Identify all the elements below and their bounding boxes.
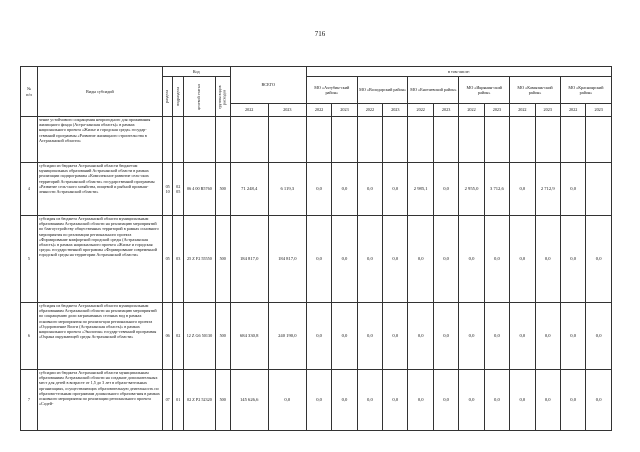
code-group	[215, 117, 230, 163]
code-group: 500	[215, 303, 230, 370]
amount-cell: 184 817,0	[230, 216, 268, 303]
year-2023: 2023	[383, 104, 408, 117]
code-subsection: 02	[173, 303, 184, 370]
amount-cell: 184 817,0	[268, 216, 306, 303]
amount-cell	[383, 117, 408, 163]
year-2022: 2022	[306, 104, 331, 117]
subsidy-description: субсидии из бюджета Астраханской области муниципальным образованиям Астраханской области на создание дополнительных мест для детей в возрасте от 1,5 до 3 лет в образо-вательных организациях, осуществляющих образовательную деятельность по образова-тельным программам дошкольного образова-ния в рамках основного мероприятия по реализации регионального проекта «Содей-	[37, 370, 162, 431]
amount-cell: 0,0	[586, 216, 612, 303]
year-2023: 2023	[586, 104, 612, 117]
row-number: 5	[21, 216, 38, 303]
amount-cell: 0,0	[383, 163, 408, 216]
year-2023: 2023	[484, 104, 509, 117]
amount-cell: 0,0	[510, 163, 535, 216]
amount-cell: 0,0	[510, 370, 535, 431]
amount-cell: 0,0	[560, 303, 585, 370]
code-target: 25 Z F2 55550	[184, 216, 216, 303]
table-row	[21, 163, 612, 216]
amount-cell: 0,0	[586, 370, 612, 431]
code-target: 12 Z G6 50130	[184, 303, 216, 370]
amount-cell: 6 119,3	[268, 163, 306, 216]
year-2023: 2023	[433, 104, 458, 117]
amount-cell: 2 955,0	[459, 163, 484, 216]
year-2022: 2022	[408, 104, 433, 117]
year-2023: 2023	[268, 104, 306, 117]
amount-cell: 0,0	[332, 163, 357, 216]
amount-cell: 0,0	[357, 303, 382, 370]
amount-cell: 0,0	[535, 216, 560, 303]
amount-cell: 0,0	[484, 303, 509, 370]
subsidy-description: субсидия из бюджета Астраханской области муниципальным образованиям Астраханской области на реализацию мероприятий по сокращению доли загрязненных сточных вод в рамках основного мероприятия по реализа-ции регионального проекта «Оздоровление Волги (Астраханская область)» в рамках национального проекта «Экология» государ-ственной программы «Охрана окружающей среды Астраханской области»	[37, 303, 162, 370]
year-2022: 2022	[459, 104, 484, 117]
amount-cell: 3 712,6	[484, 163, 509, 216]
amount-cell: 0,0	[383, 370, 408, 431]
year-2022: 2022	[357, 104, 382, 117]
amount-cell: 0,0	[357, 216, 382, 303]
code-section: 05 10	[162, 163, 173, 216]
header-district-1: МО «Ахтубин-ский район»	[306, 77, 357, 104]
header-district-4: МО «Икрянин-ский район»	[459, 77, 510, 104]
year-2022: 2022	[560, 104, 585, 117]
amount-cell: 2 985,1	[408, 163, 433, 216]
code-target	[184, 117, 216, 163]
amount-cell: 684 330,8	[230, 303, 268, 370]
code-group: 500	[215, 216, 230, 303]
amount-cell	[408, 117, 433, 163]
amount-cell: 0,0	[383, 216, 408, 303]
amount-cell: 0,0	[535, 303, 560, 370]
header-district-2: МО «Володарский район»	[357, 77, 408, 104]
header-code-subsection: подраздела	[173, 77, 184, 117]
row-number: 7	[21, 370, 38, 431]
subsidy-description: субсидия из бюджета Астраханской области муниципальным образованиям Астраханской области на реализацию мероприятий по благоустройству общественных территорий в рамках основного мероприятия по реализации регионального проекта «Формирование комфортной городской среды (Астраханская область)» в рамках национального проекта «Жилье и городская среда» государственной программы «Формирование современной городской среды на территории Астраханской области»	[37, 216, 162, 303]
year-2022: 2022	[510, 104, 535, 117]
amount-cell: 0,0	[484, 216, 509, 303]
header-including: в том числе:	[306, 67, 611, 77]
amount-cell	[510, 117, 535, 163]
year-2022: 2022	[230, 104, 268, 117]
subsidy-table	[20, 66, 612, 431]
header-code: Код	[162, 67, 230, 77]
header-subsidy-type: Виды субсидий	[37, 67, 162, 117]
amount-cell: 0,0	[560, 370, 585, 431]
table-row	[21, 216, 612, 303]
code-group: 500	[215, 163, 230, 216]
amount-cell: 0,0	[408, 370, 433, 431]
header-district-5: МО «Камызяк-ский район»	[510, 77, 561, 104]
amount-cell: 0,0	[306, 370, 331, 431]
subsidy-description: чение устойчивого сокращения непригодного для проживания жилищного фонда (Астра-ханская область)» в рамках национального проекта «Жилье и городская среда» государ-ственной программы «Развитие жилищного строительства в Астраханской области»	[37, 117, 162, 163]
code-section: 05	[162, 216, 173, 303]
header-code-target: целевой статьи	[184, 77, 216, 117]
amount-cell: 0,0	[510, 216, 535, 303]
amount-cell	[357, 117, 382, 163]
header-code-section: раздела	[162, 77, 173, 117]
amount-cell: 0,0	[459, 216, 484, 303]
code-subsection: 02 05	[173, 163, 184, 216]
amount-cell: 0,0	[408, 216, 433, 303]
amount-cell: 0,0	[433, 370, 458, 431]
amount-cell	[268, 117, 306, 163]
amount-cell: 0,0	[383, 303, 408, 370]
amount-cell: 0,0	[535, 370, 560, 431]
amount-cell	[433, 117, 458, 163]
amount-cell	[230, 117, 268, 163]
amount-cell: 0,0	[586, 303, 612, 370]
amount-cell: 0,0	[357, 370, 382, 431]
amount-cell: 0,0	[484, 370, 509, 431]
amount-cell: 0,0	[306, 216, 331, 303]
subsidy-description: субсидии из бюджета Астраханской области бюджетам муниципальных образований Астраханской области в рамках реализации подпрограммы «Комплексное развитие сель-ских территорий Астраханской области» государственной программы «Развитие сель-ского хозяйства, пищевой и рыбной промыш-ленности Астраханской области»	[37, 163, 162, 216]
amount-cell	[560, 117, 585, 163]
row-number: 4	[21, 163, 38, 216]
amount-cell: 0,0	[306, 163, 331, 216]
amount-cell	[484, 117, 509, 163]
code-target: 02 Z P2 52320	[184, 370, 216, 431]
table-row	[21, 117, 612, 163]
row-number: 6	[21, 303, 38, 370]
year-2023: 2023	[535, 104, 560, 117]
amount-cell: 71 248,4	[230, 163, 268, 216]
amount-cell: 0,0	[332, 216, 357, 303]
amount-cell	[586, 163, 612, 216]
code-subsection: 03	[173, 216, 184, 303]
amount-cell: 0,0	[459, 370, 484, 431]
amount-cell: 145 626,6	[230, 370, 268, 431]
amount-cell	[535, 117, 560, 163]
page-number: 716	[314, 30, 326, 38]
amount-cell: 0,0	[433, 303, 458, 370]
header-district-6: МО «Красноярский район»	[560, 77, 611, 104]
amount-cell: 0,0	[560, 163, 585, 216]
year-2023: 2023	[332, 104, 357, 117]
amount-cell	[459, 117, 484, 163]
header-no: № п/п	[21, 67, 38, 117]
code-subsection	[173, 117, 184, 163]
code-group: 500	[215, 370, 230, 431]
amount-cell: 0,0	[459, 303, 484, 370]
amount-cell: 240 190,0	[268, 303, 306, 370]
amount-cell	[332, 117, 357, 163]
code-subsection: 01	[173, 370, 184, 431]
header-code-group: группы видов расходов	[215, 77, 230, 117]
amount-cell	[586, 117, 612, 163]
amount-cell: 0,0	[332, 370, 357, 431]
amount-cell: 0,0	[268, 370, 306, 431]
amount-cell: 0,0	[408, 303, 433, 370]
row-number	[21, 117, 38, 163]
amount-cell: 0,0	[433, 216, 458, 303]
amount-cell: 0,0	[357, 163, 382, 216]
table-row	[21, 370, 612, 431]
amount-cell: 0,0	[306, 303, 331, 370]
table-row	[21, 303, 612, 370]
code-target: 06 4 00 R5760	[184, 163, 216, 216]
header-district-3: МО «Енотаевский район»	[408, 77, 459, 104]
code-section: 06	[162, 303, 173, 370]
amount-cell: 0,0	[332, 303, 357, 370]
code-section: 07	[162, 370, 173, 431]
code-section	[162, 117, 173, 163]
amount-cell: 0,0	[433, 163, 458, 216]
amount-cell: 0,0	[510, 303, 535, 370]
amount-cell: 2 712,9	[535, 163, 560, 216]
header-total: ВСЕГО	[230, 67, 306, 104]
amount-cell: 0,0	[560, 216, 585, 303]
amount-cell	[306, 117, 331, 163]
